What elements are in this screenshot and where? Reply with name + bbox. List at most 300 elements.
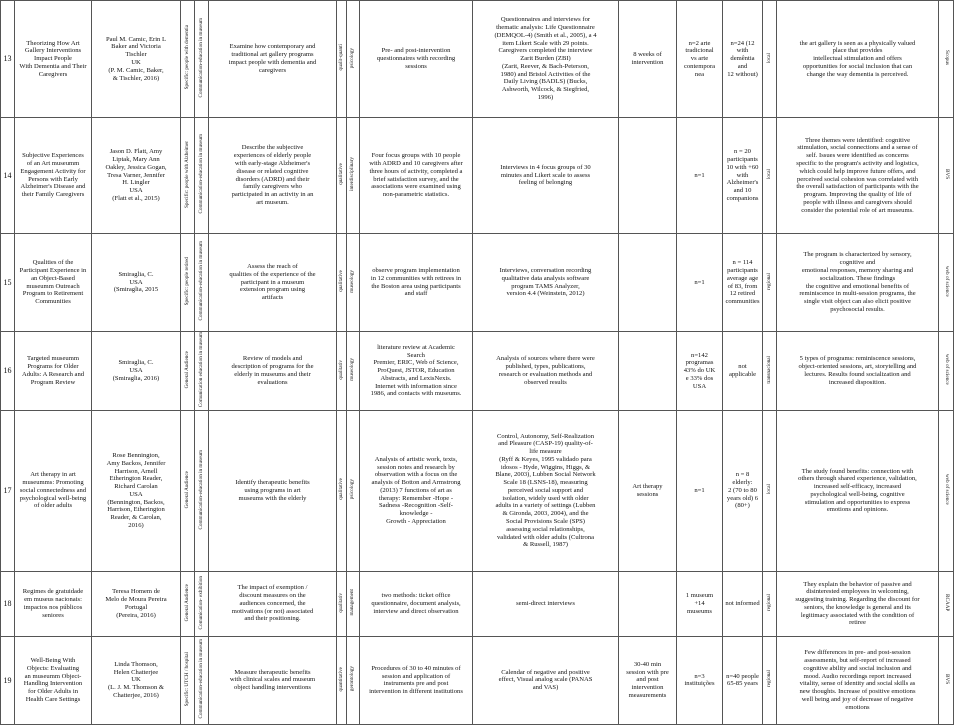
- participants-cell: [723, 571, 763, 636]
- authors-cell: [92, 636, 181, 724]
- vertical-label: interdisciplinary: [349, 157, 356, 192]
- text-line: Measure therapeutic benefits: [234, 668, 311, 676]
- text-line: specific to the program's activity and logistics,: [796, 159, 919, 167]
- text-line: emotional responses, memory sharing and: [801, 266, 914, 274]
- text-line: the cognitive and emotional benefits of: [805, 282, 910, 290]
- text-line: questionnaire, document analysis,: [371, 599, 461, 607]
- text-line: others through shared experience, validation,: [798, 475, 917, 483]
- vertical-label: Specific: people retired: [183, 256, 190, 306]
- instruments-cell: [473, 571, 619, 636]
- text-line: with: [736, 171, 749, 179]
- text-line: suggesting training. Regarding the discount for: [795, 596, 920, 604]
- duration-cell: [619, 410, 677, 571]
- text-line: The impact of exemption /: [237, 584, 308, 592]
- text-line: Art therapy: [632, 483, 663, 491]
- text-line: increased self-efficacy, increased: [813, 483, 902, 491]
- text-line: assessments, but self-report of increased: [804, 657, 911, 665]
- text-line: for Older Adults in: [28, 688, 78, 696]
- text-line: Describe the subjective: [241, 144, 304, 152]
- table-row: [1, 118, 954, 234]
- vertical-label: regional: [765, 272, 772, 290]
- methods-cell: [360, 571, 473, 636]
- text-line: Control, Autonomy, Self-Realization: [497, 432, 594, 440]
- text-line: Review of models and: [242, 355, 303, 363]
- text-line: intervention: [631, 684, 664, 692]
- text-line: instituições: [684, 680, 715, 688]
- approach-cell: [337, 118, 347, 234]
- authors-cell: [92, 118, 181, 234]
- text-line: Analysis of sources where there were: [496, 355, 595, 363]
- text-line: minutes and Likert scale to assess: [500, 171, 591, 179]
- text-line: Liptak, Mary Ann: [112, 156, 160, 164]
- text-line: Few differences in pre- and post-session: [804, 649, 911, 657]
- vertical-label: Communication-education in museum: [197, 17, 204, 98]
- text-line: (DEMQOL-4) (Smith et al., 2005), a 4: [494, 31, 597, 39]
- text-line: artifacts: [261, 294, 284, 302]
- text-line: legitimacy associated with the condition of: [800, 611, 915, 619]
- text-line: and 10: [733, 187, 752, 195]
- results-cell: [777, 636, 939, 724]
- authors-cell: [92, 571, 181, 636]
- text-line: caregivers: [258, 66, 287, 74]
- text-line: Internet with information since: [375, 382, 457, 390]
- text-line: not informed: [725, 599, 760, 607]
- vertical-label: qualitative: [337, 163, 344, 186]
- text-line: sessions: [636, 490, 659, 498]
- text-line: & Russell, 1987): [523, 541, 568, 549]
- text-line: well being and joy of decrease of negative: [801, 695, 914, 703]
- text-line: Search: [407, 351, 425, 359]
- text-line: USA: [129, 187, 143, 195]
- scope-cell: [763, 571, 777, 636]
- text-line: discount measures on the: [239, 592, 306, 600]
- text-line: thematic analysis: Life Questionnaire: [496, 24, 595, 32]
- text-line: new thoughts. Increase of positive emotions: [799, 688, 916, 696]
- vertical-label: Comunication education in museum: [197, 332, 204, 408]
- methods-cell: [360, 118, 473, 234]
- text-line: participants: [727, 156, 758, 164]
- text-line: Portugal: [124, 603, 148, 611]
- results-cell: [777, 332, 939, 411]
- text-line: experiences of elderly people: [233, 152, 312, 160]
- text-line: analysis of Botton and Armstrong: [371, 479, 461, 487]
- text-line: Baker and Victoria: [111, 43, 161, 51]
- text-line: non-parametric statistics.: [382, 191, 450, 199]
- text-line: elderly in museums and their: [234, 370, 311, 378]
- text-line: program. Improving the quality of life of: [803, 191, 912, 199]
- text-line: The study found benefits: connection with: [801, 467, 914, 475]
- text-line: Caregivers completed the interview: [498, 47, 593, 55]
- vertical-label: RCAAP: [943, 593, 950, 612]
- vertical-label: local: [765, 169, 772, 180]
- text-line: Reader, & Carolan,: [110, 514, 162, 522]
- text-line: place that provides: [832, 47, 883, 55]
- vertical-label: Specific: UTCH / hospital: [183, 651, 190, 707]
- row-number-cell: 17: [1, 410, 15, 571]
- text-line: UK: [131, 676, 141, 684]
- text-line: instruments pre and post: [383, 680, 449, 688]
- area-cell: [195, 571, 209, 636]
- text-line: and post: [636, 676, 659, 684]
- text-line: Program to Retirement: [22, 290, 84, 298]
- text-line: literature review at Academic: [377, 343, 455, 351]
- text-line: Scale 18 (LSNS-18), measuring: [503, 479, 588, 487]
- text-line: museumms: Promoting: [22, 479, 84, 487]
- text-line: 1980) and Bristol Activities of the: [500, 70, 591, 78]
- approach-cell: [337, 234, 347, 332]
- vertical-label: local: [765, 52, 772, 63]
- text-line: an museumm Object-: [24, 672, 82, 680]
- text-line: Handling Intervention: [23, 680, 83, 688]
- text-line: family caregivers who: [243, 183, 302, 191]
- public-cell: [181, 636, 195, 724]
- table-row: [1, 571, 954, 636]
- row-number-cell: 16: [1, 332, 15, 411]
- table-row: [1, 1, 954, 118]
- text-line: 2016): [128, 521, 144, 529]
- text-line: 65-85 years: [727, 680, 758, 688]
- text-line: knowledge -: [399, 510, 433, 518]
- text-line: impactos nos públicos: [23, 603, 83, 611]
- methods-cell: [360, 410, 473, 571]
- database-cell: [939, 118, 954, 234]
- text-line: Program Review: [30, 378, 76, 386]
- text-line: 1986, and contacts with museums.: [370, 390, 462, 398]
- title-cell: [15, 636, 92, 724]
- objective-cell: [209, 410, 337, 571]
- text-line: Examine how contemporary and: [229, 43, 316, 51]
- authors-cell: [92, 332, 181, 411]
- text-line: 12 retired: [729, 290, 756, 298]
- text-line: Harrison, Etherington: [107, 506, 165, 514]
- text-line: 1996): [537, 93, 554, 101]
- text-line: Programs for Older: [27, 363, 79, 371]
- participants-cell: [723, 118, 763, 234]
- methods-cell: [360, 332, 473, 411]
- text-line: (Bennington, Backos,: [107, 498, 165, 506]
- text-line: of an Art museumm: [26, 159, 80, 167]
- title-cell: [15, 332, 92, 411]
- participants-cell: [723, 636, 763, 724]
- text-line: H. Lingler: [122, 179, 150, 187]
- field-cell: [347, 332, 360, 411]
- text-line: contempora: [683, 62, 716, 70]
- participants-cell: [723, 234, 763, 332]
- field-cell: [347, 1, 360, 118]
- text-line: stimulation, social connections and a sense of: [797, 144, 918, 152]
- text-line: semi-direct interviews: [516, 599, 575, 607]
- vertical-label: web of science: [943, 474, 950, 505]
- text-line: 43% do UK: [683, 367, 716, 375]
- scope-cell: [763, 118, 777, 234]
- text-line: Teresa Homem de: [112, 588, 160, 596]
- vertical-label: Communication-education in museum: [197, 241, 204, 321]
- duration-cell: [619, 1, 677, 118]
- vertical-label: Comunication- exhibition: [197, 575, 204, 630]
- text-line: seniors, the knowledge is general and its: [804, 603, 911, 611]
- text-line: Jason D. Flatt, Amy: [109, 148, 163, 156]
- vertical-label: BVS: [943, 169, 950, 180]
- row-number-cell: 13: [1, 1, 15, 118]
- results-cell: [777, 1, 939, 118]
- text-line: participants: [727, 266, 758, 274]
- public-cell: [181, 332, 195, 411]
- public-cell: [181, 1, 195, 118]
- text-line: Pre- and post-intervention: [381, 47, 451, 55]
- duration-cell: [619, 332, 677, 411]
- text-line: program TAMS Analyzer,: [511, 282, 580, 290]
- field-cell: [347, 636, 360, 724]
- text-line: psychological well-being, cognitive: [810, 490, 905, 498]
- text-line: n=2 arte: [688, 39, 711, 47]
- text-line: art museum.: [256, 198, 289, 206]
- vertical-label: management: [349, 589, 356, 616]
- scope-cell: [763, 234, 777, 332]
- public-cell: [181, 234, 195, 332]
- text-line: With Dementia and Their: [19, 62, 87, 70]
- text-line: stimulation and opportunities to express: [804, 498, 911, 506]
- text-line: Three themes were identified: cognitive: [804, 136, 911, 144]
- text-line: n=1: [694, 278, 705, 286]
- text-line: 5 types of programs: reminiscence sessions,: [799, 355, 916, 363]
- vertical-label: Communication-education in museum: [197, 134, 204, 214]
- title-cell: [15, 234, 92, 332]
- results-cell: [777, 234, 939, 332]
- text-line: psychological well-being: [19, 494, 87, 502]
- text-line: Calendar of negative and positive: [501, 668, 590, 676]
- text-line: Four focus groups with 10 people: [371, 152, 461, 160]
- text-line: USA: [129, 490, 143, 498]
- text-line: effect, Visual analog scale (PANAS: [498, 676, 593, 684]
- text-line: Oakley, Jessica Gogan,: [105, 163, 167, 171]
- text-line: Interviews in 4 focus groups of 30: [500, 163, 591, 171]
- text-line: Tresa Varner, Jennifer: [107, 171, 165, 179]
- database-cell: [939, 332, 954, 411]
- vertical-label: quantitative: [337, 666, 344, 692]
- area-cell: [195, 332, 209, 411]
- scope-cell: [763, 332, 777, 411]
- text-line: Identify therapeutic benefits: [235, 479, 310, 487]
- text-line: research or evaluation methods and: [498, 370, 593, 378]
- text-line: self. Issues were identified as concerns: [806, 152, 909, 160]
- text-line: Targeted museumm: [27, 355, 79, 363]
- text-line: USA: [129, 278, 143, 286]
- text-line: Impact People: [34, 55, 72, 63]
- text-line: which could help improve future offers, and: [799, 167, 916, 175]
- text-line: description of programs for the: [231, 363, 314, 371]
- text-line: (Flatt et al., 2015): [112, 194, 160, 202]
- vertical-label: qualitative: [337, 270, 344, 293]
- vertical-label: regional: [765, 670, 772, 688]
- text-line: museumm Outreach: [26, 282, 80, 290]
- text-line: companions: [726, 194, 759, 202]
- institutions-cell: [677, 234, 723, 332]
- text-line: two methods: ticket office: [381, 592, 451, 600]
- text-line: isolation, widely used with older: [502, 494, 589, 502]
- scope-cell: [763, 410, 777, 571]
- text-line: n = 20: [734, 148, 751, 156]
- area-cell: [195, 1, 209, 118]
- text-line: Paul M. Camic, Erin L: [105, 35, 167, 43]
- text-line: emotions and opinions.: [826, 506, 889, 514]
- institutions-cell: [677, 636, 723, 724]
- row-number-cell: 18: [1, 571, 15, 636]
- text-line: (Pereira, 2016): [116, 611, 156, 619]
- text-line: UK: [131, 59, 141, 66]
- vertical-label: qualitative: [337, 478, 344, 501]
- text-line: Procedures of 30 to 40 minutes of: [371, 664, 461, 672]
- text-line: feeling of belonging: [518, 179, 573, 187]
- text-line: perceived social cohesion was correlated with: [796, 175, 919, 183]
- authors-cell: [92, 234, 181, 332]
- text-line: 2 (70 to 80: [728, 486, 757, 494]
- instruments-cell: [473, 636, 619, 724]
- text-line: (Smiraglia, 2016): [112, 374, 160, 382]
- vertical-label: qualit-quanti: [337, 44, 344, 71]
- text-line: Health Care Settings: [25, 695, 81, 703]
- text-line: mood. Audio recordings report increased: [803, 672, 912, 680]
- text-line: and VAS): [532, 684, 559, 692]
- text-line: (Smiraglia, 2015: [113, 286, 159, 294]
- text-line: single visit object can also elicit positive: [804, 298, 911, 306]
- text-line: Sadness -Recognition -Self-: [379, 502, 453, 510]
- database-cell: [939, 410, 954, 571]
- vertical-label: General Audience: [183, 350, 190, 389]
- vertical-label: web of science: [943, 354, 950, 385]
- text-line: They explain the behavior of passive and: [803, 580, 912, 588]
- text-line: motivations (or not) associated: [231, 607, 314, 615]
- text-line: cognitive and: [839, 259, 876, 267]
- public-cell: [181, 410, 195, 571]
- text-line: Assess the reach of: [247, 263, 298, 271]
- text-line: interview and direct observation: [373, 607, 459, 615]
- vertical-label: qualitativ: [337, 359, 344, 380]
- text-line: the overall satisfaction of participants with the: [796, 183, 919, 191]
- row-number-cell: 15: [1, 234, 15, 332]
- scope-cell: [763, 636, 777, 724]
- database-cell: [939, 1, 954, 118]
- text-line: Helen Chatterjee: [113, 668, 159, 676]
- text-line: qualities of the experience of the: [229, 270, 316, 278]
- text-line: average age: [726, 274, 759, 282]
- text-line: retiree: [849, 619, 866, 627]
- text-line: Smiraglia, C.: [118, 270, 154, 278]
- results-cell: [777, 118, 939, 234]
- area-cell: [195, 410, 209, 571]
- objective-cell: [209, 636, 337, 724]
- text-line: & Gironda, 2003, 2004), and the: [502, 510, 589, 518]
- vertical-label: Scopus: [943, 50, 950, 66]
- instruments-cell: [473, 118, 619, 234]
- text-line: (2013) 7 functions of art as: [380, 486, 452, 494]
- text-line: therapy: Remember -Hope -: [378, 494, 454, 502]
- text-line: 12 without): [727, 70, 758, 78]
- text-line: sessions: [405, 62, 427, 70]
- vertical-label: Communication-education in museum: [197, 449, 204, 530]
- text-line: disorders (ADRD) and their: [235, 175, 310, 183]
- text-line: Abstracts, and LexisNexis.: [380, 374, 452, 382]
- results-cell: [777, 410, 939, 571]
- text-line: with: [736, 47, 749, 55]
- participants-cell: [723, 332, 763, 411]
- text-line: Amy Backos, Jennifer: [106, 459, 166, 467]
- scope-cell: [763, 1, 777, 118]
- text-line: Engagement Activity for: [20, 167, 86, 175]
- text-line: perceived social support and: [507, 486, 584, 494]
- text-line: demêntia and: [730, 55, 755, 70]
- text-line: communities: [725, 298, 760, 306]
- database-cell: [939, 636, 954, 724]
- text-line: using programs in art: [244, 486, 301, 494]
- vertical-label: Specific: people with Alzheimer: [183, 140, 190, 208]
- duration-cell: [619, 571, 677, 636]
- text-line: observe program implementation: [372, 266, 460, 274]
- text-line: n=24 (12: [730, 39, 755, 47]
- vertical-label: BVS: [943, 673, 950, 684]
- objective-cell: [209, 571, 337, 636]
- text-line: qualitative data analysis software: [501, 274, 590, 282]
- title-cell: [15, 410, 92, 571]
- text-line: Qualities of the: [32, 259, 74, 267]
- vertical-label: web of science: [943, 265, 950, 297]
- text-line: (80+): [735, 502, 750, 510]
- vertical-label: museology: [349, 358, 356, 381]
- public-cell: [181, 118, 195, 234]
- text-line: Melo de Moura Pereira: [105, 596, 167, 604]
- instruments-cell: [473, 410, 619, 571]
- text-line: Linda Thomson,: [114, 660, 158, 668]
- text-line: Daily Living (BADLS) (Bucks,: [503, 78, 588, 86]
- text-line: opportunities for social inclusion that can: [802, 62, 913, 70]
- text-line: Theorizing How Art: [26, 39, 80, 47]
- text-line: Richard Carolan: [114, 483, 158, 491]
- text-line: participated in an activity in an: [231, 191, 314, 199]
- objective-cell: [209, 332, 337, 411]
- approach-cell: [337, 410, 347, 571]
- text-line: with ADRD and 10 caregivers after: [369, 159, 463, 167]
- text-line: social connectedness and: [19, 486, 87, 494]
- text-line: (Ryff & Keyes, 1995 validado para: [499, 455, 592, 463]
- text-line: and Pleasure (CASP-19) quality-of-: [498, 440, 593, 448]
- row-number-cell: 14: [1, 118, 15, 234]
- text-line: object handling interventions: [234, 684, 311, 692]
- text-line: tradicional: [685, 47, 714, 55]
- text-line: session with pre: [626, 668, 669, 676]
- text-line: observed results: [524, 378, 567, 386]
- text-line: Participant Experience in: [19, 266, 87, 274]
- vertical-label: psicology: [349, 47, 356, 68]
- text-line: brief satisfaction survey, and the: [373, 175, 459, 183]
- text-line: 1 museum: [685, 592, 714, 600]
- institutions-cell: [677, 410, 723, 571]
- title-cell: [15, 1, 92, 118]
- text-line: traditional art gallery programs: [231, 51, 314, 59]
- table-row: [1, 234, 954, 332]
- institutions-cell: [677, 118, 723, 234]
- text-line: disinterested employees in welcoming,: [806, 588, 909, 596]
- text-line: museums: [687, 607, 712, 615]
- vertical-label: gerontology: [349, 666, 356, 692]
- instruments-cell: [473, 234, 619, 332]
- text-line: questionnaires with recording: [376, 55, 456, 63]
- database-cell: [939, 234, 954, 332]
- text-line: (P. M. Camic, Baker,: [108, 66, 164, 74]
- database-cell: [939, 571, 954, 636]
- title-cell: [15, 571, 92, 636]
- text-line: psychosocial results.: [830, 305, 885, 313]
- authors-cell: [92, 1, 181, 118]
- text-line: lectures. Results found socialization and: [804, 370, 911, 378]
